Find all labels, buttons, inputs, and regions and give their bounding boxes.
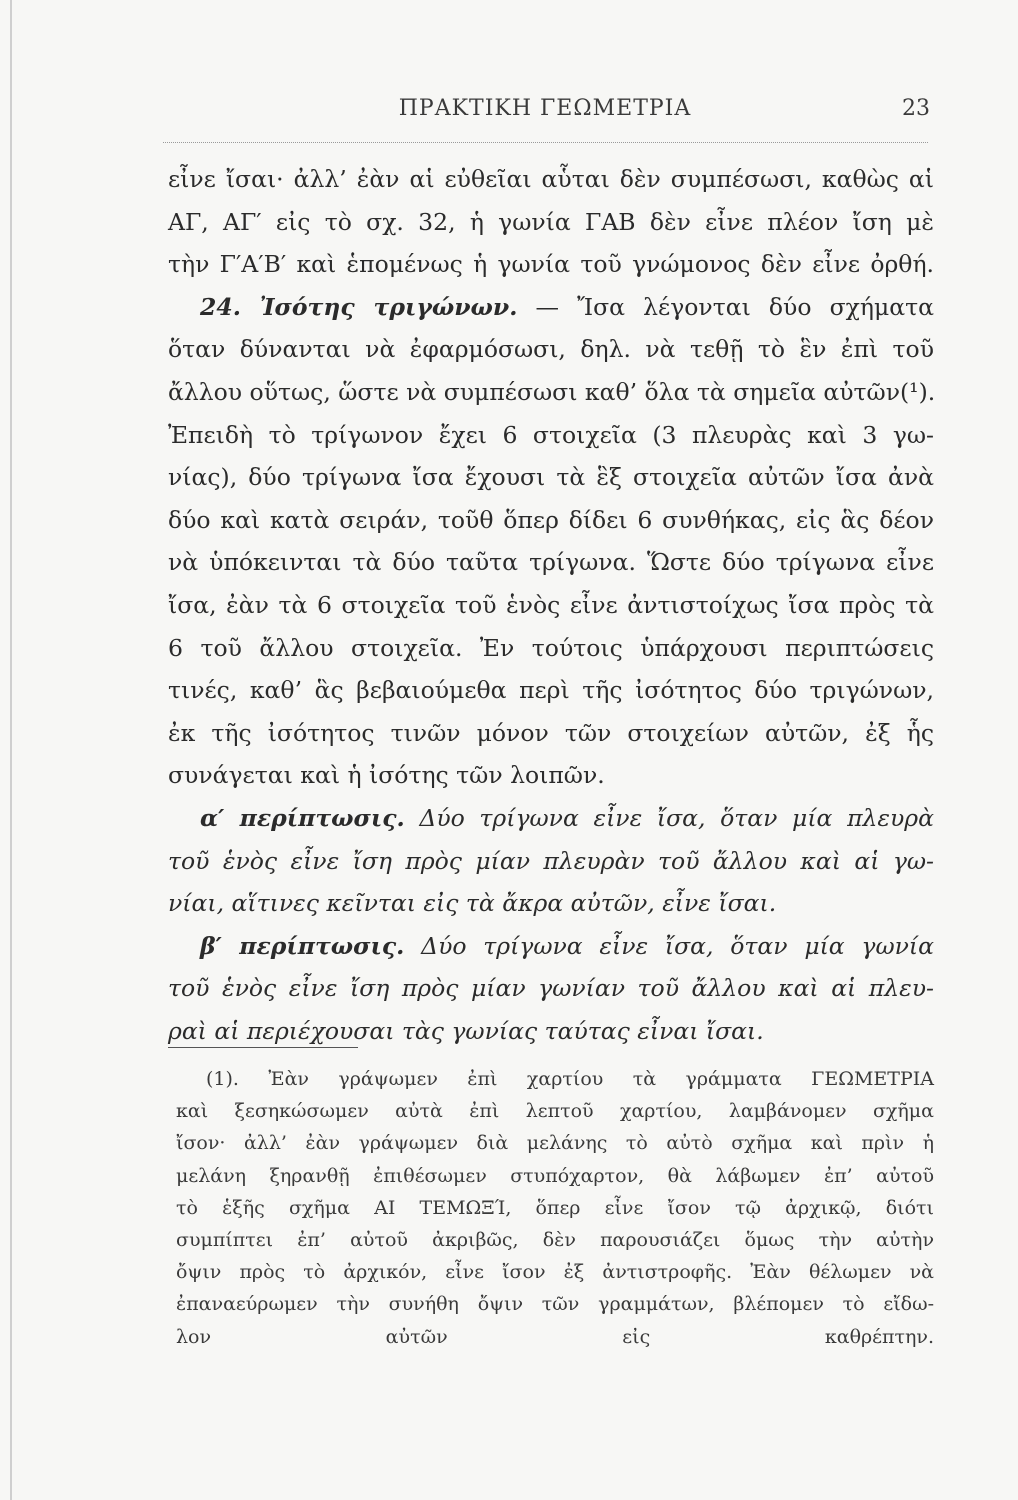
footnote-line: τὸ ἑξῆς σχῆμα ΑΙ ΤΕΜΩΞΊ, ὅπερ εἶνε ἴσον τῷ ἀρχικῷ, διότι (176, 1196, 934, 1219)
text-line: ραὶ αἱ περιέχουσαι τὰς γωνίας ταύτας εἶναι ἴσαι. (168, 1016, 764, 1045)
main-text (168, 158, 934, 1052)
text-line: ἄλλου οὕτως, ὥστε νὰ συμπέσωσι καθ’ ὅλα τὰ σημεῖα αὐτῶν(¹). (168, 377, 936, 406)
running-title: ΠΡΑΚΤΙΚΗ ΓΕΩΜΕΤΡΙΑ (398, 96, 692, 121)
case-a-label: α′ περίπτωσις. (200, 803, 405, 832)
text-line: ὅταν δύνανται νὰ ἐφαρμόσωσι, δηλ. νὰ τεθῇ τὸ ἓν ἐπὶ τοῦ (168, 335, 934, 364)
case-a-first-line (168, 797, 934, 840)
footnote-line: ὄψιν πρὸς τὸ ἀρχικόν, εἶνε ἴσον ἐξ ἀντιστροφῆς. Ἐὰν θέλωμεν νὰ (176, 1261, 934, 1284)
text-line: δύο καὶ κατὰ σειράν, τοῦθ ὅπερ δίδει 6 συνθήκας, εἰς ἃς δέον (168, 505, 934, 534)
text-line: νίας), δύο τρίγωνα ἴσα ἔχουσι τὰ ἓξ στοιχεῖα αὐτῶν ἴσα ἀνὰ (168, 463, 934, 492)
text-line: εἶνε ἴσαι· ἀλλ’ ἐὰν αἱ εὐθεῖαι αὗται δὲν συμπέσωσι, καθὼς αἱ (168, 165, 934, 193)
case-a-text: Δύο τρίγωνα εἶνε ἴσα, ὅταν μία πλευρὰ (419, 803, 934, 832)
footnote-line: μελάνη ξηρανθῇ ἐπιθέσωμεν στυπόχαρτον, θὰ λάβωμεν ἐπ’ αὐτοῦ (176, 1164, 934, 1187)
page-edge-line (10, 0, 12, 1500)
running-head (160, 96, 930, 136)
text-line: τὴν Γ′Α′Β′ καὶ ἑπομένως ἡ γωνία τοῦ γνώμονος δὲν εἶνε ὀρθή. (168, 250, 934, 279)
text-line: τοῦ ἑνὸς εἶνε ἴση πρὸς μίαν γωνίαν τοῦ ἄλλου καὶ αἱ πλευ- (168, 974, 934, 1003)
section-24-heading: 24. Ἰσότης τριγώνων. (200, 292, 518, 321)
page-number: 23 (902, 96, 930, 121)
text-line: νὰ ὑπόκεινται τὰ δύο ταῦτα τρίγωνα. Ὥστε δύο τρίγωνα εἶνε (168, 548, 934, 577)
footnote-line: ἐπαναεύρωμεν τὴν συνήθη ὄψιν τῶν γραμμάτων, βλέπομεν τὸ εἴδω- (176, 1293, 934, 1316)
text-line: τινές, καθ’ ἃς βεβαιούμεθα περὶ τῆς ἰσότητος δύο τριγώνων, (168, 676, 934, 705)
case-b-label: β′ περίπτωσις. (200, 931, 405, 960)
footnote-line: (1). Ἐὰν γράψωμεν ἐπὶ χαρτίου τὰ γράμματα ΓΕΩΜΕΤΡΙΑ (206, 1068, 934, 1090)
text-line: ἐκ τῆς ἰσότητος τινῶν μόνον τῶν στοιχείων αὐτῶν, ἐξ ἧς (168, 718, 934, 747)
text-line: νίαι, αἵτινες κεῖνται εἰς τὰ ἄκρα αὐτῶν, εἶνε ἴσαι. (168, 889, 777, 918)
text-line: 6 τοῦ ἄλλου στοιχεῖα. Ἐν τούτοις ὑπάρχουσι περιπτώσεις (168, 633, 934, 662)
text-line: τοῦ ἑνὸς εἶνε ἴση πρὸς μίαν πλευρὰν τοῦ ἄλλου καὶ αἱ γω- (168, 846, 934, 875)
footnote-line: ἴσον· ἀλλ’ ἐὰν γράψωμεν διὰ μελάνης τὸ αὐτὸ σχῆμα καὶ πρὶν ἡ (176, 1132, 934, 1155)
text-line: συνάγεται καὶ ἡ ἰσότης τῶν λοιπῶν. (168, 761, 605, 790)
text-line: Ἐπειδὴ τὸ τρίγωνον ἔχει 6 στοιχεῖα (3 πλευρὰς καὶ 3 γω- (168, 420, 934, 449)
footnote (176, 1063, 934, 1353)
section-24-first-line (168, 286, 934, 329)
footnote-line: συμπίπτει ἐπ’ αὐτοῦ ἀκριβῶς, δὲν παρουσιάζει ὅμως τὴν αὐτὴν (176, 1229, 934, 1252)
case-b-first-line (168, 925, 934, 968)
section-24-lead: — Ἴσα λέγονται δύο σχήματα (535, 292, 934, 321)
text-line: ἴσα, ἐὰν τὰ 6 στοιχεῖα τοῦ ἑνὸς εἶνε ἀντιστοίχως ἴσα πρὸς τὰ (168, 590, 934, 619)
footnote-rule (168, 1047, 358, 1048)
header-rule (163, 142, 928, 143)
footnote-line: λον αὐτῶν εἰς καθρέπτην. (176, 1325, 934, 1348)
text-line: ΑΓ, ΑΓ′ εἰς τὸ σχ. 32, ἡ γωνία ΓΑΒ δὲν εἶνε πλέον ἴση μὲ (168, 207, 934, 236)
footnote-line: καὶ ξεσηκώσωμεν αὐτὰ ἐπὶ λεπτοῦ χαρτίου, λαμβάνομεν σχῆμα (176, 1100, 934, 1123)
case-b-text: Δύο τρίγωνα εἶνε ἴσα, ὅταν μία γωνία (421, 931, 935, 960)
